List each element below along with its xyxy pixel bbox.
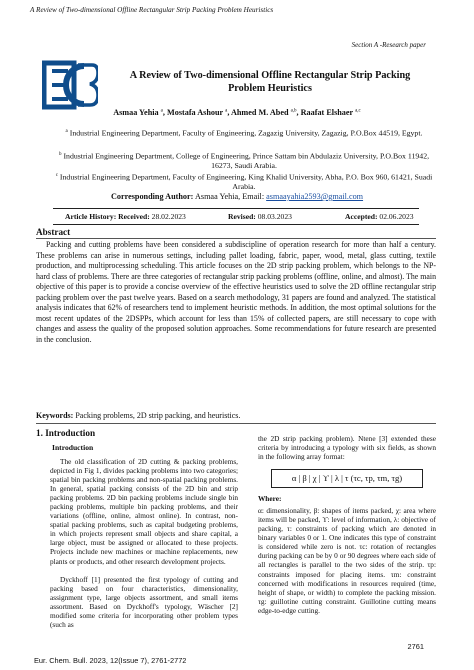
paragraph: Dyckhoff [1] presented the first typology of cutting and packing based on four characteristics, dimensionality, assignment type, large objects assortment, and small items assortment. Based on Dyckhoff's typology, Wäscher [2] modified some criteria for incorporating other problem types (such as: [50, 574, 238, 629]
paragraph: the 2D strip packing problem). Ntene [3] extended these criteria by introducing a typology with six fields, as shown in the following array format:: [258, 434, 436, 462]
affiliation: [52, 171, 436, 191]
keywords-label: Keywords:: [36, 411, 74, 420]
article-history: [53, 212, 419, 224]
author-name: Raafat Elshaer: [300, 108, 354, 117]
affiliation-text: Industrial Engineering Department, Faculty of Engineering, King Khalid University, Abha, P.O. Box 960, 61421, Suadi Arabia.: [59, 172, 433, 191]
email-link[interactable]: asmaayahia2593@gmail.com: [266, 192, 364, 201]
abstract-heading: Abstract: [36, 227, 71, 237]
author-mark: a: [225, 108, 228, 114]
affiliation-text: Industrial Engineering Department, College of Engineering, Prince Sattam bin Abdulaziz University, P.O.Box 11942, 16273, Saudi Arabia.: [63, 151, 430, 170]
author-name: Asmaa Yehia: [113, 108, 159, 117]
ecb-logo-icon: [42, 60, 98, 110]
paragraph: The old classification of 2D cutting & packing problems, depicted in Fig 1, divides packing problems into two categories; spatial bin packing problems and non-spatial packing problems. In general, spatial packing consists of the 2D bin and strip packing problems. 2D bin packing problems include single bin packing problems, multiple bin packing problems, and their variations (offline, online, almost online). In contrast, non-spatial packing problems, such as capital budgeting problems, in which projects represent small objects and share capital, a large object, must be assigned or allocated to these projects. Projects include new machines or machine replacements, new plants or products, and other research development projects.: [50, 457, 238, 566]
history-accepted: Accepted: 02.06.2023: [345, 212, 414, 221]
corresponding-name: Asmaa Yehia,: [194, 192, 241, 201]
typology-formula: α | β | χ | ϒ | λ | τ (τc, τp, τm, τg): [271, 469, 423, 488]
history-revised: Revised: 08.03.2023: [228, 212, 292, 221]
page-number: 2761: [407, 642, 424, 651]
history-bottom-rule: [53, 224, 419, 225]
abstract-text: Packing and cutting problems have been considered a subdiscipline of operation research for more than half a century. These problems can arise in numerous settings, including pallet loading, fabric, paper, wood, metal, glass cutting, textile production, and multiprocessing scheduling. This article focuses on the 2D strip packing problem, which belongs to the NP-hard class of problems. There are three categories of rectangular strip packing problems (offline, online, and almost). The main objective of this paper is to provide a concise overview of the effective heuristics used to solve the 2D offline rectangular strip packing problem over the past twelve years. Based on a search methodology, 31 papers are found and analyzed. The statistical analysis indicates that 62% of researchers tend to implement heuristic methods. In addition, the most optimal solutions for the most recent updates of the 2DSPPs, which account for less than 15% of collected papers, are still necessary to cope with changes and assess the quality of the proposed solution approaches. Some recommendations for future research are presented in the conclusion.: [36, 240, 436, 344]
subsection-heading: Introduction: [52, 443, 94, 452]
section-title: Introduction: [45, 428, 96, 438]
affiliation: [52, 150, 436, 170]
keywords: [36, 411, 436, 420]
history-top-rule: [53, 208, 419, 209]
abstract-rule: [36, 238, 436, 239]
affiliation-mark: a: [65, 129, 68, 134]
email-label: Email:: [242, 192, 265, 201]
author-mark: a: [160, 108, 163, 114]
affiliation-mark: c: [55, 173, 58, 178]
paper-title: A Review of Two-dimensional Offline Rectangular Strip Packing Problem Heuristics: [129, 70, 411, 94]
author-mark: a,c: [355, 108, 361, 114]
section-tag: Section A -Research paper: [351, 41, 426, 49]
author-mark: a,b: [290, 108, 297, 114]
author-name: Ahmed M. Abed: [230, 108, 289, 117]
history-received: Article History: Received: 28.02.2023: [65, 212, 186, 221]
affiliation-text: Industrial Engineering Department, Faculty of Engineering, Zagazig University, Zagazig, P.O.Box 44519, Egypt.: [69, 128, 423, 138]
corresponding-author: [30, 192, 444, 201]
keywords-rule: [36, 423, 436, 424]
author-list: Asmaa Yehia $^a$, Mostafa Ashour $^a$, Ahmed M. Abed $^{a,b}$, Raafat Elshaer $^{a,c}$: [113, 108, 361, 117]
right-column: [258, 434, 436, 615]
where-label: Where:: [258, 494, 282, 504]
section-heading: [36, 428, 95, 438]
definitions-paragraph: α: dimensionality, β: shapes of items packed, χ: area where items will be packed, ϒ: level of information, λ: objective of packing, τ: constraints of packing which are denoted in binary variables 0 or 1. One indicates this type of constraint is considered while zero is not. τc: rotation of rectangles during packing can be by 0 or 90 degrees where each side of all rectangles is parallel to the two sides of the strip. τp: constraints imposed for placing items. τm: constraint concerned with modifications in resources required (time, height of shape, or width) to complete the packing mission. τg: guillotine cutting constraint. Guillotine cutting means edge-to-edge cutting.: [258, 506, 436, 615]
affiliation: [52, 127, 436, 138]
author-name: Mostafa Ashour: [167, 108, 224, 117]
left-column: [50, 457, 238, 629]
journal-footer: Eur. Chem. Bull. 2023, 12(Issue 7), 2761-2772: [34, 656, 187, 665]
section-number: 1.: [36, 428, 43, 438]
corresponding-label: Corresponding Author:: [110, 192, 194, 201]
journal-logo: [42, 60, 98, 110]
affiliation-mark: b: [58, 152, 62, 157]
running-head: A Review of Two-dimensional Offline Rectangular Strip Packing Problem Heuristics: [30, 6, 274, 14]
keywords-text: Packing problems, 2D strip packing, and heuristics.: [75, 411, 241, 420]
